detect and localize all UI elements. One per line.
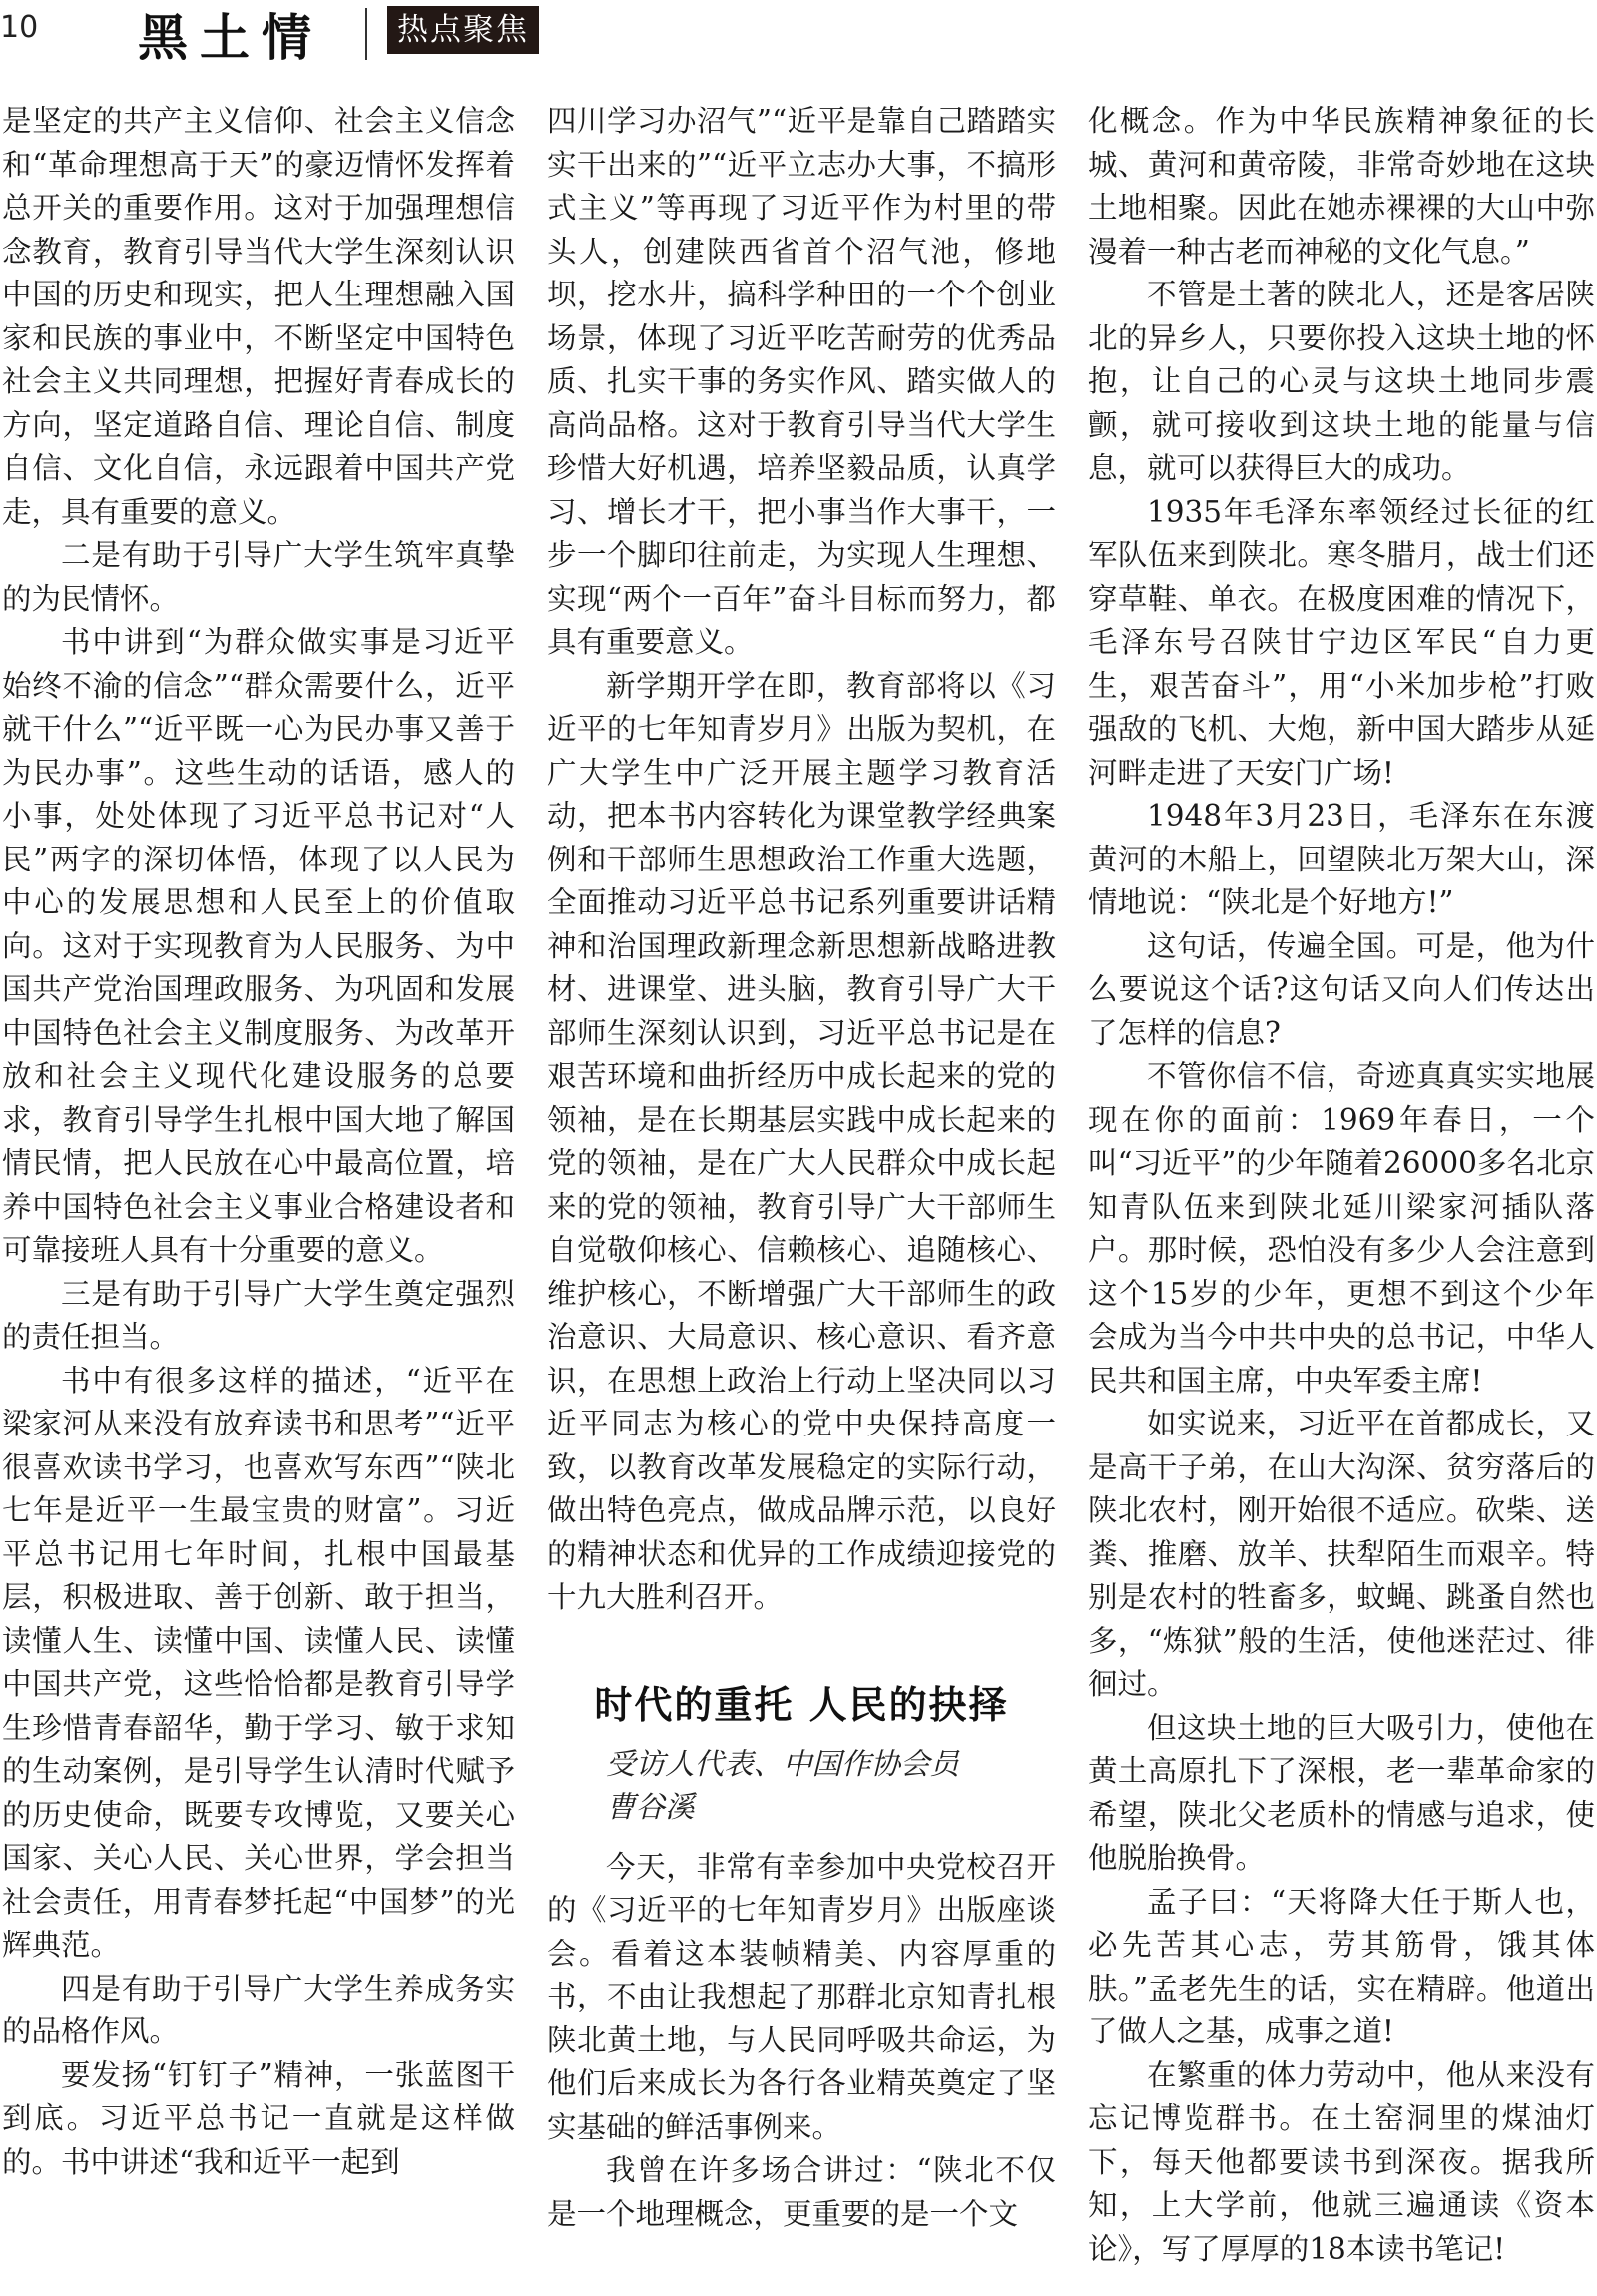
paragraph: 1935年毛泽东率领经过长征的红军队伍来到陕北。寒冬腊月，战士们还穿草鞋、单衣。在极度困难的情况下，毛泽东号召陕甘宁边区军民“自力更生，艰苦奋斗”，用“小米加步枪”打败强敌的飞机、大炮，新中国大踏步从延河畔走进了天安门广场! bbox=[1088, 494, 1595, 790]
column-3 bbox=[1088, 100, 1595, 2296]
paragraph: 书中讲到“为群众做实事是习近平始终不渝的信念”“群众需要什么，近平就干什么”“近平既一心为民办事又善于为民办事”。这些生动的话语，感人的小事，处处体现了习近平总书记对“人民”两字的深切体悟，体现了以人民为中心的发展思想和人民至上的价值取向。这对于实现教育为人民服务、为中国共产党治国理政服务、为巩固和发展中国特色社会主义制度服务、为改革开放和社会主义现代化建设服务的总要求，教育引导学生扎根中国大地了解国情民情，把人民放在心中最高位置，培养中国特色社会主义事业合格建设者和可靠接班人具有十分重要的意义。 bbox=[2, 625, 515, 1267]
header-divider bbox=[365, 8, 367, 60]
column-2 bbox=[547, 100, 1056, 2296]
paragraph: 是坚定的共产主义信仰、社会主义信念和“革命理想高于天”的豪迈情怀发挥着总开关的重要作用。这对于加强理想信念教育，教育引导当代大学生深刻认识中国的历史和现实，把人生理想融入国家和民族的事业中，不断坚定中国特色社会主义共同理想，把握好青春成长的方向，坚定道路自信、理论自信、制度自信、文化自信，永远跟着中国共产党走，具有重要的意义。 bbox=[2, 104, 515, 529]
paragraph: 要发扬“钉钉子”精神，一张蓝图干到底。习近平总书记一直就是这样做的。书中讲述“我和近平一起到 bbox=[2, 2057, 515, 2179]
paragraph: 三是有助于引导广大学生奠定强烈的责任担当。 bbox=[2, 1276, 515, 1354]
paragraph: 1948年3月23日，毛泽东在东渡黄河的木船上，回望陕北万架大山，深情地说：“陕北是个好地方!” bbox=[1088, 799, 1595, 919]
paragraph: 孟子曰：“天将降大任于斯人也，必先苦其心志，劳其筋骨，饿其体肤。”孟老先生的话，实在精辟。他道出了做人之基，成事之道! bbox=[1088, 1884, 1595, 2048]
paragraph: 但这块土地的巨大吸引力，使他在黄土高原扎下了深根，老一辈革命家的希望，陕北父老质朴的情感与追求，使他脱胎换骨。 bbox=[1088, 1710, 1595, 1875]
byline-author: 曹谷溪 bbox=[606, 1790, 695, 1824]
paragraph: 今天，非常有幸参加中央党校召开的《习近平的七年知青岁月》出版座谈会。看着这本装帧精美、内容厚重的书，不由让我想起了那群北京知青扎根陕北黄土地，与人民同呼吸共命运，为他们后来成长为各行各业精英奠定了坚实基础的鲜活事例来。 bbox=[547, 1849, 1056, 2144]
masthead-logo: 黑土情 bbox=[138, 8, 323, 67]
paragraph: 我曾在许多场合讲过：“陕北不仅是一个地理概念，更重要的是一个文 bbox=[547, 2153, 1056, 2231]
paragraph: 新学期开学在即，教育部将以《习近平的七年知青岁月》出版为契机，在广大学生中广泛开展主题学习教育活动，把本书内容转化为课堂教学经典案例和干部师生思想政治工作重大选题，全面推动习近平总书记系列重要讲话精神和治国理政新理念新思想新战略进教材、进课堂、进头脑，教育引导广大干部师生深刻认识到，习近平总书记是在艰苦环境和曲折经历中成长起来的党的领袖，是在长期基层实践中成长起来的党的领袖，是在广大人民群众中成长起来的党的领袖，教育引导广大干部师生自觉敬仰核心、信赖核心、追随核心、维护核心，不断增强广大干部师生的政治意识、大局意识、核心意识、看齐意识，在思想上政治上行动上坚决同以习近平同志为核心的党中央保持高度一致，以教育改革发展稳定的实际行动，做出特色亮点，做成品牌示范，以良好的精神状态和优异的工作成绩迎接党的十九大胜利召开。 bbox=[547, 668, 1056, 1614]
column-1 bbox=[2, 100, 515, 2296]
page-content bbox=[0, 100, 1597, 2296]
page-number: 10 bbox=[0, 10, 39, 45]
paragraph: 这句话，传遍全国。可是，他为什么要说这个话?这句话又向人们传达出了怎样的信息? bbox=[1088, 928, 1595, 1050]
paragraph: 四是有助于引导广大学生养成务实的品格作风。 bbox=[2, 1971, 515, 2048]
paragraph: 二是有助于引导广大学生筑牢真挚的为民情怀。 bbox=[2, 538, 515, 616]
paragraph: 四川学习办沼气”“近平是靠自己踏踏实实干出来的”“近平立志办大事，不搞形式主义”等再现了习近平作为村里的带头人，创建陕西省首个沼气池，修地坝，挖水井，搞科学种田的一个个创业场景，体现了习近平吃苦耐劳的优秀品质、扎实干事的务实作风、踏实做人的高尚品格。这对于教育引导当代大学生珍惜大好机遇，培养坚毅品质，认真学习、增长才干，把小事当作大事干，一步一个脚印往前走，为实现人生理想、实现“两个一百年”奋斗目标而努力，都具有重要意义。 bbox=[547, 104, 1056, 659]
paragraph: 如实说来，习近平在首都成长，又是高干子弟，在山大沟深、贫穷落后的陕北农村，刚开始很不适应。砍柴、送粪、推磨、放羊、扶犁陌生而艰辛。特别是农村的牲畜多，蚊蝇、跳蚤自然也多，“炼狱”般的生活，使他迷茫过、徘徊过。 bbox=[1088, 1407, 1595, 1701]
paragraph: 化概念。作为中华民族精神象征的长城、黄河和黄帝陵，非常奇妙地在这块土地相聚。因此在她赤裸裸的大山中弥漫着一种古老而神秘的文化气息。” bbox=[1088, 104, 1595, 269]
byline-role: 受访人代表、中国作协会员 bbox=[606, 1746, 960, 1781]
paragraph: 书中有很多这样的描述，“近平在梁家河从来没有放弃读书和思考”“近平很喜欢读书学习，也喜欢写东西”“陕北七年是近平一生最宝贵的财富”。习近平总书记用七年时间，扎根中国最基层，积极进取、善于创新、敢于担当，读懂人生、读懂中国、读懂人民、读懂中国共产党，这些恰恰都是教育引导学生珍惜青春韶华，勤于学习、敏于求知的生动案例，是引导学生认清时代赋予的历史使命，既要专攻博览，又要关心国家、关心人民、关心世界，学会担当社会责任，用青春梦托起“中国梦”的光辉典范。 bbox=[2, 1363, 515, 1962]
spacer bbox=[547, 1830, 1056, 1846]
section-tag: 热点聚焦 bbox=[387, 6, 539, 54]
paragraph: 在繁重的体力劳动中，他从来没有忘记博览群书。在土窑洞里的煤油灯下，每天他都要读书到深夜。据我所知，上大学前，他就三遍通读《资本论》，写了厚厚的18本读书笔记! bbox=[1088, 2057, 1595, 2266]
page-header bbox=[0, 0, 1597, 96]
article-title: 时代的重托 人民的抉择 bbox=[594, 1682, 1009, 1727]
paragraph: 不管你信不信，奇迹真真实实地展现在你的面前：1969年春日，一个叫“习近平”的少年随着26000多名北京知青队伍来到陕北延川梁家河插队落户。那时候，恐怕没有多少人会注意到这个15岁的少年，更想不到这个少年会成为当今中共中央的总书记，中华人民共和国主席，中央军委主席! bbox=[1088, 1059, 1595, 1398]
paragraph: 不管是土著的陕北人，还是客居陕北的异乡人，只要你投入这块土地的怀抱，让自己的心灵与这块土地同步震颤，就可接收到这块土地的能量与信息，就可以获得巨大的成功。 bbox=[1088, 278, 1595, 485]
